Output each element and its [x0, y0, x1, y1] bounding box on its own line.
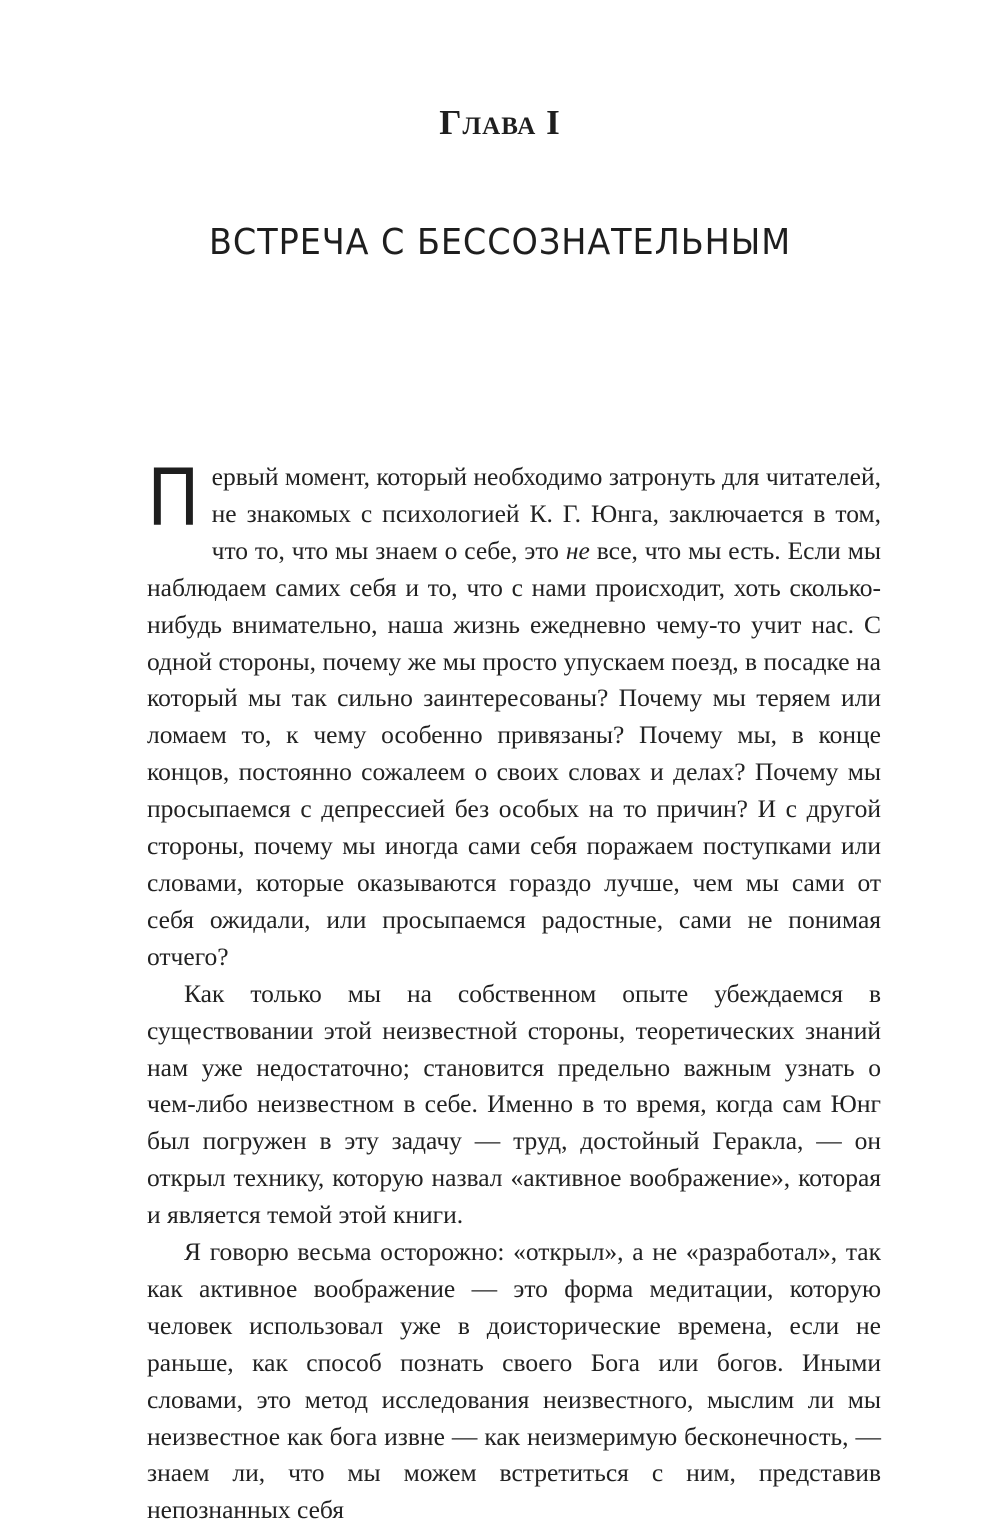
paragraph-2: Как только мы на собственном опыте убеждаемся в существовании этой неизвестной стороны, теоретических знаний нам уже недостаточно; становится предельно важным узнать о чем-либо неизвестном в себе. Именно в то время, когда сам Юнг был погружен в эту задачу — труд, достойный Геракла, — он открыл технику, которую назвал «активное воображение», которая и является темой этой книги. — [147, 978, 881, 1230]
drop-cap: П — [147, 454, 200, 544]
paragraph-1-text-end: все, что мы есть. Если мы наблюдаем самих себя и то, что с нами происходит, хоть сколько-нибудь внимательно, наша жизнь ежедневно чему-то учит нас. С одной стороны, почему же мы просто упускаем поезд, в посадке на который мы так сильно заинтересованы? Почему мы теряем или ломаем то, к чему особенно привязаны? Почему мы, в конце концов, постоянно сожалеем о своих словах и делах? Почему мы просыпаемся с депрессией без особых на то причин? И с другой стороны, почему мы иногда сами себя поражаем поступками или словами, которые оказываются гораздо лучше, чем мы сами от себя ожидали, или просыпаемся радостные, сами не понимая отчего? — [147, 535, 881, 971]
chapter-title: ВСТРЕЧА С БЕССОЗНАТЕЛЬНЫМ — [208, 222, 792, 263]
paragraph-1-emphasis: не — [565, 535, 590, 565]
paragraph-1 — [147, 454, 881, 976]
paragraph-1-text-start: ервый момент, который необходимо затронуть для читателей, не знакомых с психологией К. Г. Юнга, заключается в том, что то, что мы знаем о себе, это — [211, 462, 881, 565]
paragraph-3: Я говорю весьма осторожно: «открыл», а не «разработал», так как активное воображение — это форма медитации, которую человек использовал уже в доисторические времена, если не раньше, как способ познать своего Бога или богов. Иными словами, это метод исследования неизвестного, мыслим ли мы неизвестное как бога извне — как неизмеримую бесконечность, — знаем ли, что мы можем встретиться с ним, представив непознанных себя — [147, 1237, 881, 1525]
chapter-label: Глава I — [439, 103, 561, 142]
body-text — [147, 454, 881, 1529]
